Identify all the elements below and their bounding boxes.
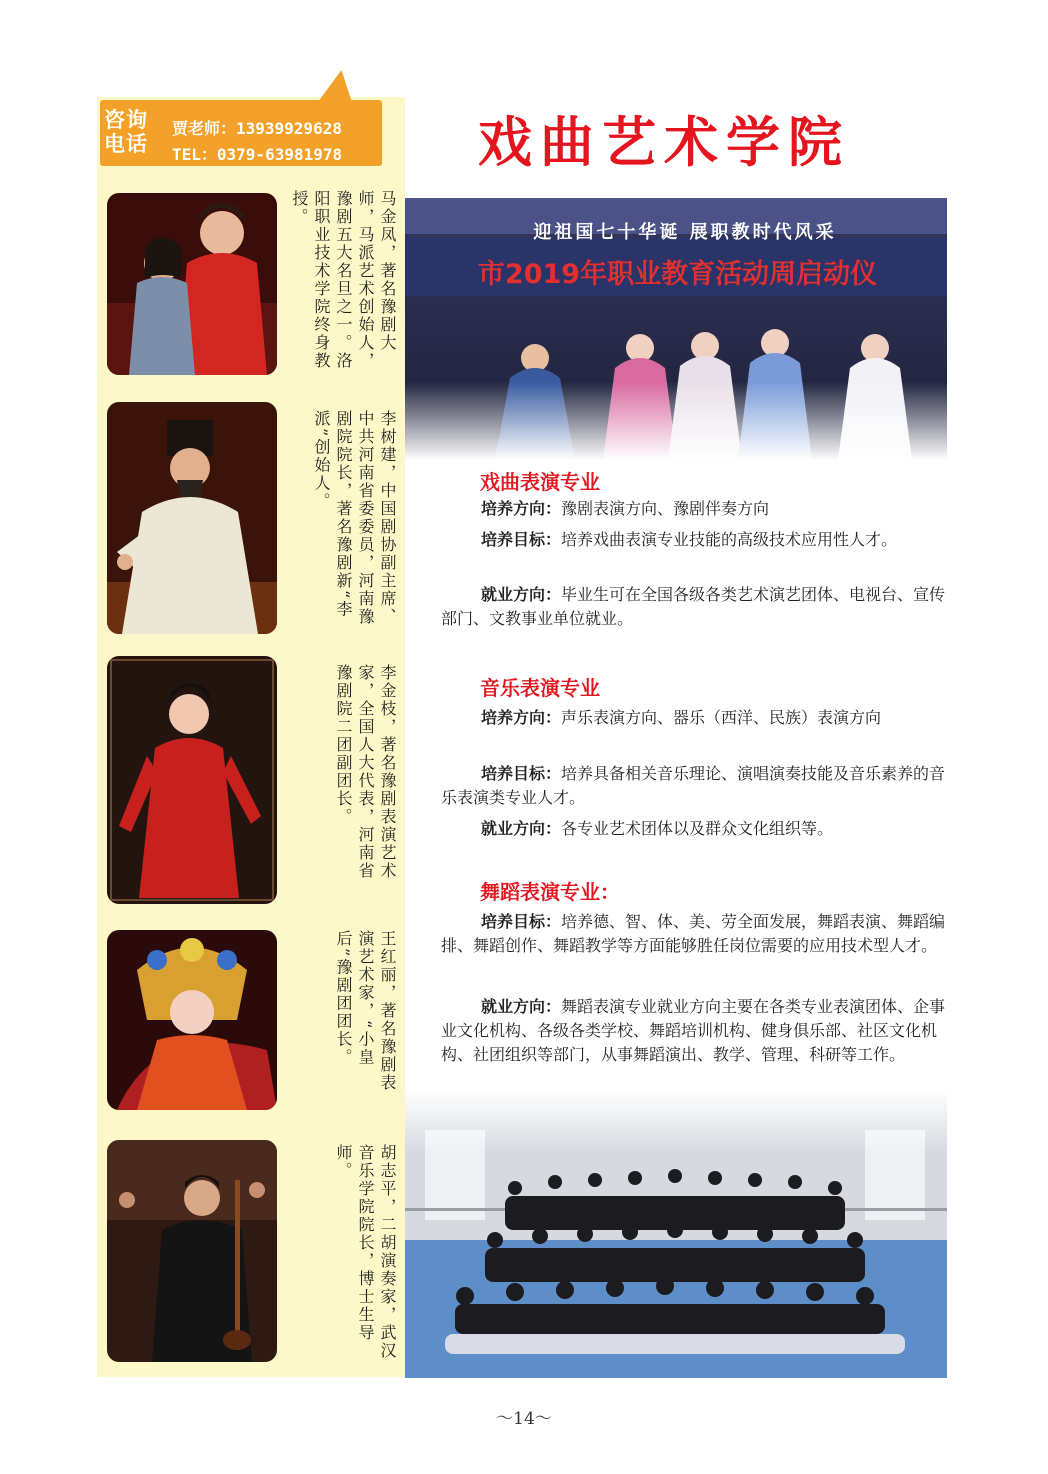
label: 就业方向： xyxy=(481,819,562,838)
text: 培养具备相关音乐理论、演唱演奏技能及音乐素养的音乐表演类专业人才。 xyxy=(441,764,946,807)
label: 就业方向： xyxy=(481,997,562,1016)
page-number: ～14～ xyxy=(496,1409,552,1429)
section-opera-goal xyxy=(441,528,947,552)
page-title: 戏曲艺术学院 xyxy=(478,111,850,174)
profile-bio-lishujian: 李树建，中国剧协副主席、中共河南省委委员，河南豫剧院院长，著名豫剧新“李派”创始人。 xyxy=(312,410,397,626)
label: 培养方向： xyxy=(481,708,562,727)
profile-bio-wanghongli: 王红丽，著名豫剧表演艺术家，“小皇后”豫剧团团长。 xyxy=(334,930,397,1092)
profile-photo-lijinzhi xyxy=(107,656,277,904)
text: 培养德、智、体、美、劳全面发展，舞蹈表演、舞蹈编排、舞蹈创作、舞蹈教学等方面能够胜任岗位需要的应用技术型人才。 xyxy=(441,912,946,955)
contact-label-line2: 电话 xyxy=(104,132,148,156)
section-dance-employment xyxy=(441,995,947,1067)
section-title-opera: 戏曲表演专业 xyxy=(480,470,600,494)
label: 就业方向： xyxy=(481,585,562,604)
section-dance-goal xyxy=(441,910,947,958)
label: 培养目标： xyxy=(481,530,562,549)
label: 培养目标： xyxy=(481,912,562,931)
contact-label-line1: 咨询 xyxy=(104,108,148,132)
profile-photo-majinfeng xyxy=(107,193,277,375)
label: 培养方向： xyxy=(481,499,562,518)
dance-group-photo xyxy=(405,1090,947,1378)
section-title-dance: 舞蹈表演专业： xyxy=(480,880,620,904)
contact-label xyxy=(104,108,156,156)
text: 豫剧表演方向、豫剧伴奏方向 xyxy=(561,499,770,518)
section-title-music: 音乐表演专业 xyxy=(480,676,600,700)
profile-photo-huzhiping xyxy=(107,1140,277,1362)
text: 声乐表演方向、器乐（西洋、民族）表演方向 xyxy=(561,708,882,727)
profile-photo-wanghongli xyxy=(107,930,277,1110)
text: 各专业艺术团体以及群众文化组织等。 xyxy=(561,819,834,838)
contact-tel: TEL：0379-63981978 xyxy=(172,145,343,164)
banner-headline: 市2019年职业教育活动周启动仪 xyxy=(477,259,878,290)
banner-slogan: 迎祖国七十华诞 展职教时代风采 xyxy=(533,222,837,243)
text: 舞蹈表演专业就业方向主要在各类专业表演团体、企事业文化机构、各级各类学校、舞蹈培训机构、健身俱乐部、社区文化机构、社团组织等部门，从事舞蹈演出、教学、管理、科研等工作。 xyxy=(441,997,946,1064)
section-opera-direction xyxy=(441,497,947,521)
section-music-employment xyxy=(441,817,947,841)
text: 毕业生可在全国各级各类艺术演艺团体、电视台、宣传部门、文教事业单位就业。 xyxy=(441,585,946,628)
label: 培养目标： xyxy=(481,764,562,783)
profile-photo-lishujian xyxy=(107,402,277,634)
section-opera-employment xyxy=(441,583,947,631)
contact-teacher-phone: 贾老师：13939929628 xyxy=(172,119,342,138)
profile-bio-lijinzhi: 李金枝，著名豫剧表演艺术家，全国人大代表，河南省豫剧院二团副团长。 xyxy=(334,664,397,880)
text: 培养戏曲表演专业技能的高级技术应用性人才。 xyxy=(561,530,898,549)
section-music-direction xyxy=(441,706,947,730)
profile-bio-huzhiping: 胡志平，二胡演奏家，武汉音乐学院院长，博士生导师。 xyxy=(334,1144,397,1360)
profile-bio-majinfeng: 马金凤，著名豫剧大师，马派艺术创始人，豫剧五大名旦之一。洛阳职业技术学院终身教授。 xyxy=(290,190,397,370)
section-music-goal xyxy=(441,762,947,810)
